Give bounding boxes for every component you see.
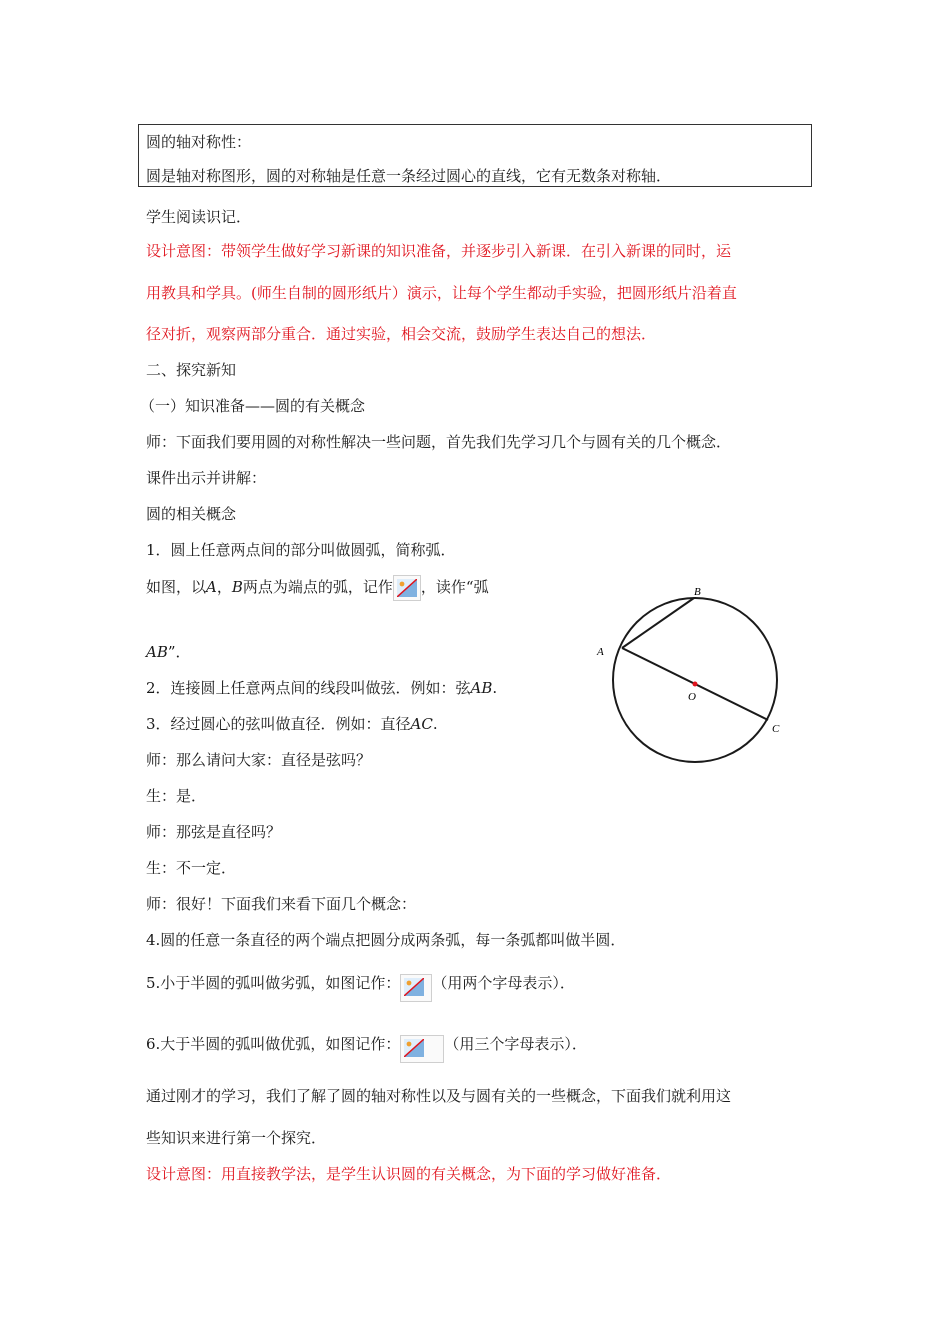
subsection-heading: （一）知识准备——圆的有关概念 xyxy=(140,397,366,415)
label-c: C xyxy=(772,723,780,735)
arc-ab-image-icon xyxy=(393,575,421,601)
concept-6: 6.大于半圆的弧叫做优弧，如图记作： （用三个字母表示）． xyxy=(146,1027,587,1063)
teacher-intro: 师：下面我们要用圆的对称性解决一些问题，首先我们先学习几个与圆有关的几个概念． xyxy=(146,433,732,451)
concept-2: 2．连接圆上任意两点间的线段叫做弦．例如：弦AB. xyxy=(146,679,498,697)
box-text: 圆是轴对称图形，圆的对称轴是任意一条经过圆心的直线，它有无数条对称轴． xyxy=(146,167,672,185)
major-arc-image-icon xyxy=(400,1035,444,1063)
dialogue-1: 师：那么请问大家：直径是弦吗？ xyxy=(146,751,372,769)
courseware-line: 课件出示并讲解： xyxy=(146,469,267,487)
concept-1-example: 如图，以A，B两点为端点的弧，记作 ，读作“弧 xyxy=(146,575,489,601)
box-title: 圆的轴对称性： xyxy=(146,133,252,151)
design-intent-2: 设计意图：用直接教学法，是学生认识圆的有关概念，为下面的学习做好准备． xyxy=(146,1165,672,1183)
concept-5: 5.小于半圆的弧叫做劣弧，如图记作： （用两个字母表示）． xyxy=(146,966,575,1002)
circle-outline xyxy=(613,598,777,762)
concept-1: 1．圆上任意两点间的部分叫做圆弧，简称弧． xyxy=(146,541,456,559)
section-heading: 二、探究新知 xyxy=(146,361,237,379)
concept-3: 3．经过圆心的弦叫做直径．例如：直径AC. xyxy=(146,715,438,733)
student-reading: 学生阅读识记． xyxy=(146,208,252,226)
design-intent-line-1: 设计意图：带领学生做好学习新课的知识准备，并逐步引入新课．在引入新课的同时，运 xyxy=(146,242,732,260)
circle-figure xyxy=(590,580,790,780)
minor-arc-image-icon xyxy=(400,974,432,1002)
label-o: O xyxy=(688,691,696,703)
design-intent-line-2: 用教具和学具。(师生自制的圆形纸片）演示，让每个学生都动手实验，把圆形纸片沿着直 xyxy=(146,284,737,302)
summary-line-2: 些知识来进行第一个探究． xyxy=(146,1129,327,1147)
center-point xyxy=(693,682,698,687)
chord-ab xyxy=(622,598,694,648)
concept-4: 4.圆的任意一条直径的两个端点把圆分成两条弧，每一条弧都叫做半圆． xyxy=(146,931,626,949)
label-a: A xyxy=(597,646,604,658)
design-intent-line-3: 径对折，观察两部分重合．通过实验，相会交流，鼓励学生表达自己的想法． xyxy=(146,325,657,343)
summary-line-1: 通过刚才的学习，我们了解了圆的轴对称性以及与圆有关的一些概念，下面我们就利用这 xyxy=(146,1087,732,1105)
dialogue-4: 生：不一定． xyxy=(146,859,237,877)
concepts-title: 圆的相关概念 xyxy=(146,505,237,523)
dialogue-5: 师：很好！下面我们来看下面几个概念： xyxy=(146,895,417,913)
concept-1-reading: AB”． xyxy=(146,643,191,661)
label-b: B xyxy=(694,586,701,598)
dialogue-3: 师：那弦是直径吗？ xyxy=(146,823,282,841)
dialogue-2: 生：是． xyxy=(146,787,207,805)
